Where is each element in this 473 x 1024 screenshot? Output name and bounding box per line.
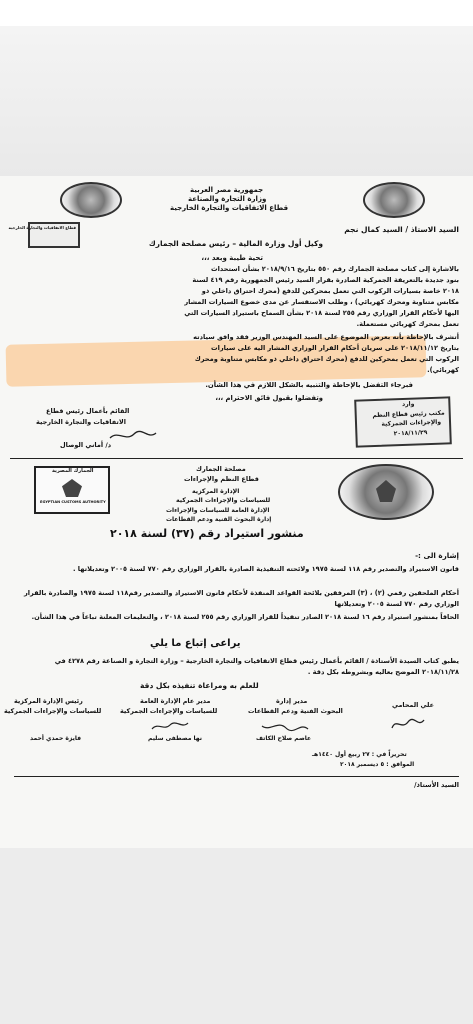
footer-addressee: السيد الأستاذ/ [414,781,459,789]
general-admin-2: إدارة البحوث الفنية ودعم القطاعات [166,516,272,523]
letter-request: فبرجاء التفضل بالإحاطة والتنبيه بالشكل اللازم في هذا الشأن. [205,381,413,389]
header-republic: جمهورية مصر العربية [190,186,264,194]
customs-sector: قطاع النظم والإجراءات [184,475,259,483]
letter-closing: وتفضلوا بقبول فائق الاحترام ،،، [215,394,323,402]
sig1-name: فايزة حمدي أحمد [30,735,82,742]
para2-line1: أتشرف بالإحاطة بأنه بعرض الموضوع على السيد المهندس الوزير فقد وافق سيادته [193,333,459,341]
para1-line6: تعمل بمحرك كهربائي مستعملة. [356,320,459,328]
sig4-title: علي المحامي [392,701,434,709]
letter-addressee: السيد الاستاذ / السيد كمال نجم [344,225,459,234]
ministry-seal-right [363,182,425,218]
header-ministry: وزارة التجارة والصناعة [188,195,267,203]
customs-authority: مصلحة الجمارك [196,465,246,473]
signer-name: د/ أماني الوصال [60,441,112,449]
reference-1: قانون الاستيراد والتصدير رقم ١١٨ لسنة ١٩٧٥ ولائحته التنفيذية الصادرة بالقرار الوزاري رقم ٧٧٠ لسنة ٢٠٠٥ وتعديلاتها . [72,565,459,573]
sig2-title: مدير عام الإدارة العامة [140,697,211,705]
general-admin: الإدارة العامة للسياسات والإجراءات [166,507,270,514]
sig2-title-2: للسياسات والإجراءات الجمركية [120,707,218,715]
customs-logo-right [338,464,434,520]
para2-line4: كهربائي). [427,366,459,374]
customs-logo-left: الجمارك المصرية EGYPTIAN CUSTOMS AUTHORITY [34,466,110,514]
footer-divider [14,776,459,777]
ministry-seal-left [60,182,122,218]
dated: تحريراً في : ٢٧ ربيع أول ١٤٤٠هـ [312,751,407,758]
central-admin-2: للسياسات والإجراءات الجمركية [176,497,271,504]
dated-2: الموافق : ٥ ديسمبر ٢٠١٨ [340,761,415,768]
divider [10,458,463,459]
status-bar [0,0,473,26]
reference-2: أحكام الملحقين رقمي (٢) ، (٣) المرفقين بلائحة القواعد المنفذة لأحكام قانون الاستيراد والتصدير رقم١١٨ لسنة ١٩٧٥ والصادرة بالقرار الوزاري رقم ٧٧٠ لسنة ٢٠٠٥ وتعديلاتها [23,589,459,608]
incoming-stamp: وارد مكتب رئيس قطاع النظم والإجراءات الجمركية ٢٠١٨/١١/٢٩ [354,396,452,447]
para1-line3: ٢٠١٨ خاصة بسيارات الركوب التي تعمل بمحركين للدفع (محرك احتراق داخلي ذو [201,287,459,295]
para2-line2: بتاريخ ٢٠١٨/١١/١٢ على سريان أحكام القرار الوزاري المشار اليه على سيارات [210,344,459,352]
sector-stamp: قطاع الاتفاقيات والتجارة الخارجية [28,222,80,248]
sig2-signature [150,720,190,732]
para1-line2: بنود جديدة بالتعريفة الجمركية الصادرة بقرار السيد رئيس الجمهورية رقم ٤١٩ لسنة [192,276,459,284]
letter-greeting: تحية طيبة وبعد ،،، [201,254,263,262]
sig3-title-2: البحوث الفنية ودعم القطاعات [248,707,343,715]
para1-line4: مكابس متناوبة ومحرك كهربائي) ، وطلب الاستفسار عن مدى خضوع السيارات المشار [184,298,459,306]
sig1-title: رئيس الإدارة المركزية [14,697,83,705]
signer-title: القائم بأعمال رئيس قطاع [46,407,130,415]
central-admin: الإدارة المركزية [192,488,240,495]
scanned-document [0,176,473,848]
para1-line1: بالاشارة إلى كتاب مصلحة الجمارك رقم ٥٥٠ بتاريخ ٢٠١٨/٩/١٦ بشأن استحداث [211,265,459,273]
photo-background-top [0,26,473,176]
reference-3: الحاقاً بمنشور استيراد رقم ١٦ لسنة ٢٠١٨ الصادر تنفيذاً للقرار الوزاري رقم ٢٥٥ لسنة ٢٠١٨ ، والتعليمات المعلنة تباعاً في هذا الشأن. [31,613,459,621]
sig3-signature [260,720,310,732]
sig3-name: عاصم صلاح الكاتف [256,735,312,742]
reference-label: إشارة الى :- [415,551,459,560]
para2-line3: الركوب التي تعمل بمحركين للدفع (محرك احتراق داخلي ذو مكابس متناوبة ومحرك [194,355,459,363]
sig3-title: مدير إدارة [276,697,308,705]
sig1-title-2: للسياسات والإجراءات الجمركية [4,707,102,715]
bulletin-title: منشور استيراد رقم (٣٧) لسنة ٢٠١٨ [110,527,304,540]
sig4-signature [388,716,428,732]
signer-signature [108,430,158,442]
sig2-name: نها مصطفى سليم [148,735,203,742]
instruction: يطبق كتاب السيدة الأستاذة / القائم بأعمال رئيس قطاع الاتفاقيات والتجارة الخارجية – وزارة التجارة و الصناعة رقم ٤٢٧٨ في ٢٠١٨/١١/٢٨ الموضح بعاليه وبشروطه بكل دقة . [54,657,459,676]
execute-line: للعلم به ومراعاة تنفيذه بكل دقة [140,681,259,690]
photo-background-bottom [0,848,473,1024]
signer-title-2: الاتفاقيات والتجارة الخارجية [36,418,126,426]
follow-heading: يراعى إتباع ما يلي [150,638,241,649]
letter-addressee-title: وكيل أول وزارة المالية – رئيس مصلحة الجمارك [148,239,323,248]
para1-line5: اليها لأحكام القرار الوزاري رقم ٢٥٥ لسنة ٢٠١٨ بشأن السماح باستيراد السيارات التي [184,309,459,317]
header-sector: قطاع الاتفاقيات والتجارة الخارجية [170,204,289,212]
